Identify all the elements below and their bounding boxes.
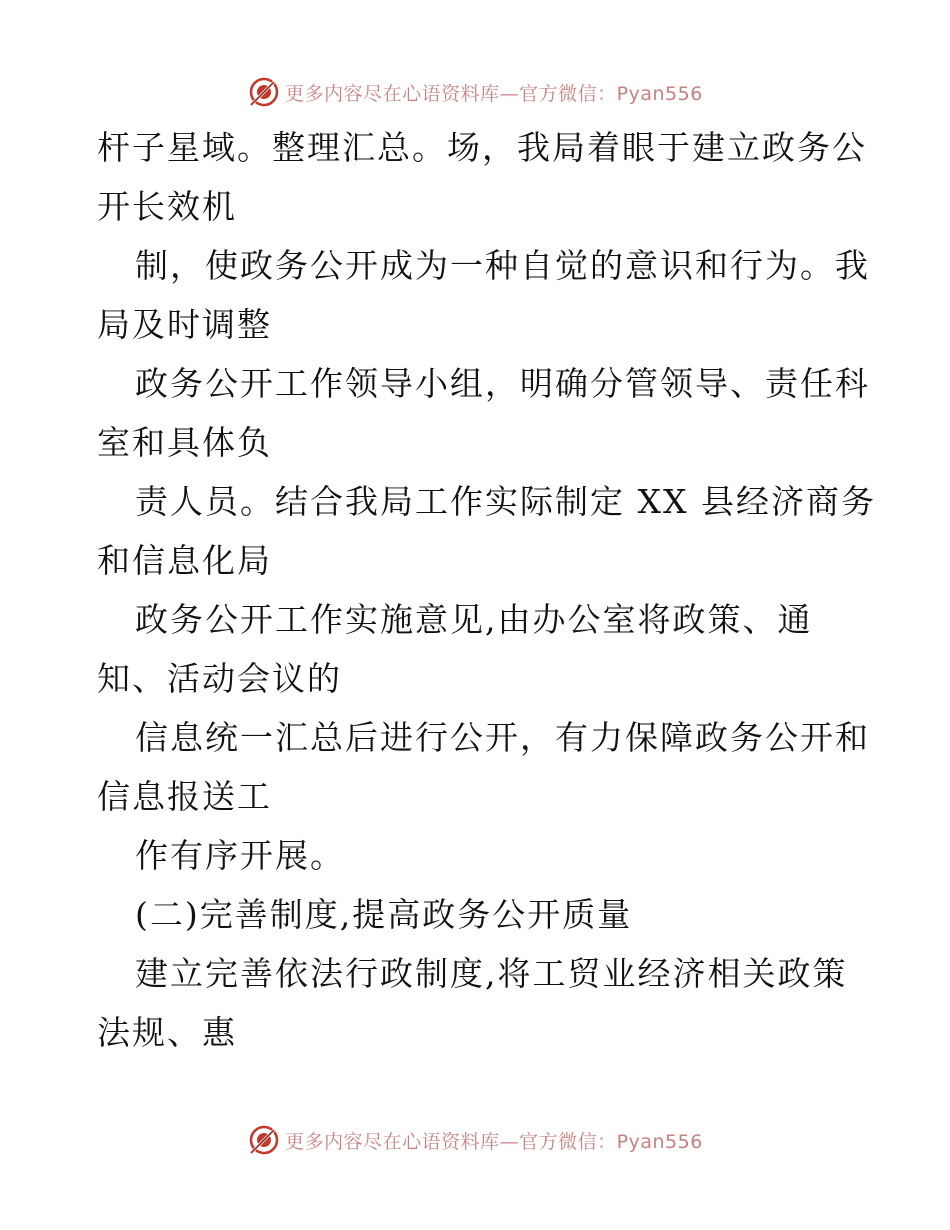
red-seal-pen-logo-icon <box>247 1123 281 1157</box>
text-line: 信息统一汇总后进行公开，有力保障政务公开和 <box>135 718 870 757</box>
watermark-text: 更多内容尽在心语资料库—官方微信：Pyan556 <box>285 82 703 105</box>
section-heading: (二)完善制度,提高政务公开质量 <box>135 895 633 934</box>
red-seal-pen-logo-icon <box>247 75 281 109</box>
text-line: 作有序开展。 <box>135 836 345 875</box>
text-line: 室和具体负 <box>97 423 272 462</box>
text-line: 局及时调整 <box>97 305 272 344</box>
text-line: 法规、惠 <box>97 1013 237 1052</box>
header-watermark <box>0 72 950 112</box>
text-line: 开长效机 <box>97 187 237 226</box>
watermark-contact: Pyan556 <box>616 82 703 105</box>
text-line: 制，使政务公开成为一种自觉的意识和行为。我 <box>135 246 870 285</box>
text-line: 政务公开工作实施意见,由办公室将政策、通 <box>135 600 813 639</box>
text-line: 政务公开工作领导小组，明确分管领导、责任科 <box>135 364 870 403</box>
text-line: 建立完善依法行政制度,将工贸业经济相关政策 <box>135 954 848 993</box>
text-line: 知、活动会议的 <box>97 659 342 698</box>
text-line: 信息报送工 <box>97 777 272 816</box>
text-line: 杆子星域。整理汇总。场，我局着眼于建立政务公 <box>97 128 867 167</box>
footer-watermark <box>0 1120 950 1160</box>
watermark-contact: Pyan556 <box>616 1130 703 1153</box>
text-line: 和信息化局 <box>97 541 272 580</box>
watermark-text: 更多内容尽在心语资料库—官方微信：Pyan556 <box>285 1130 703 1153</box>
text-line: 责人员。结合我局工作实际制定 XX 县经济商务 <box>135 482 876 521</box>
document-body <box>97 118 876 1062</box>
